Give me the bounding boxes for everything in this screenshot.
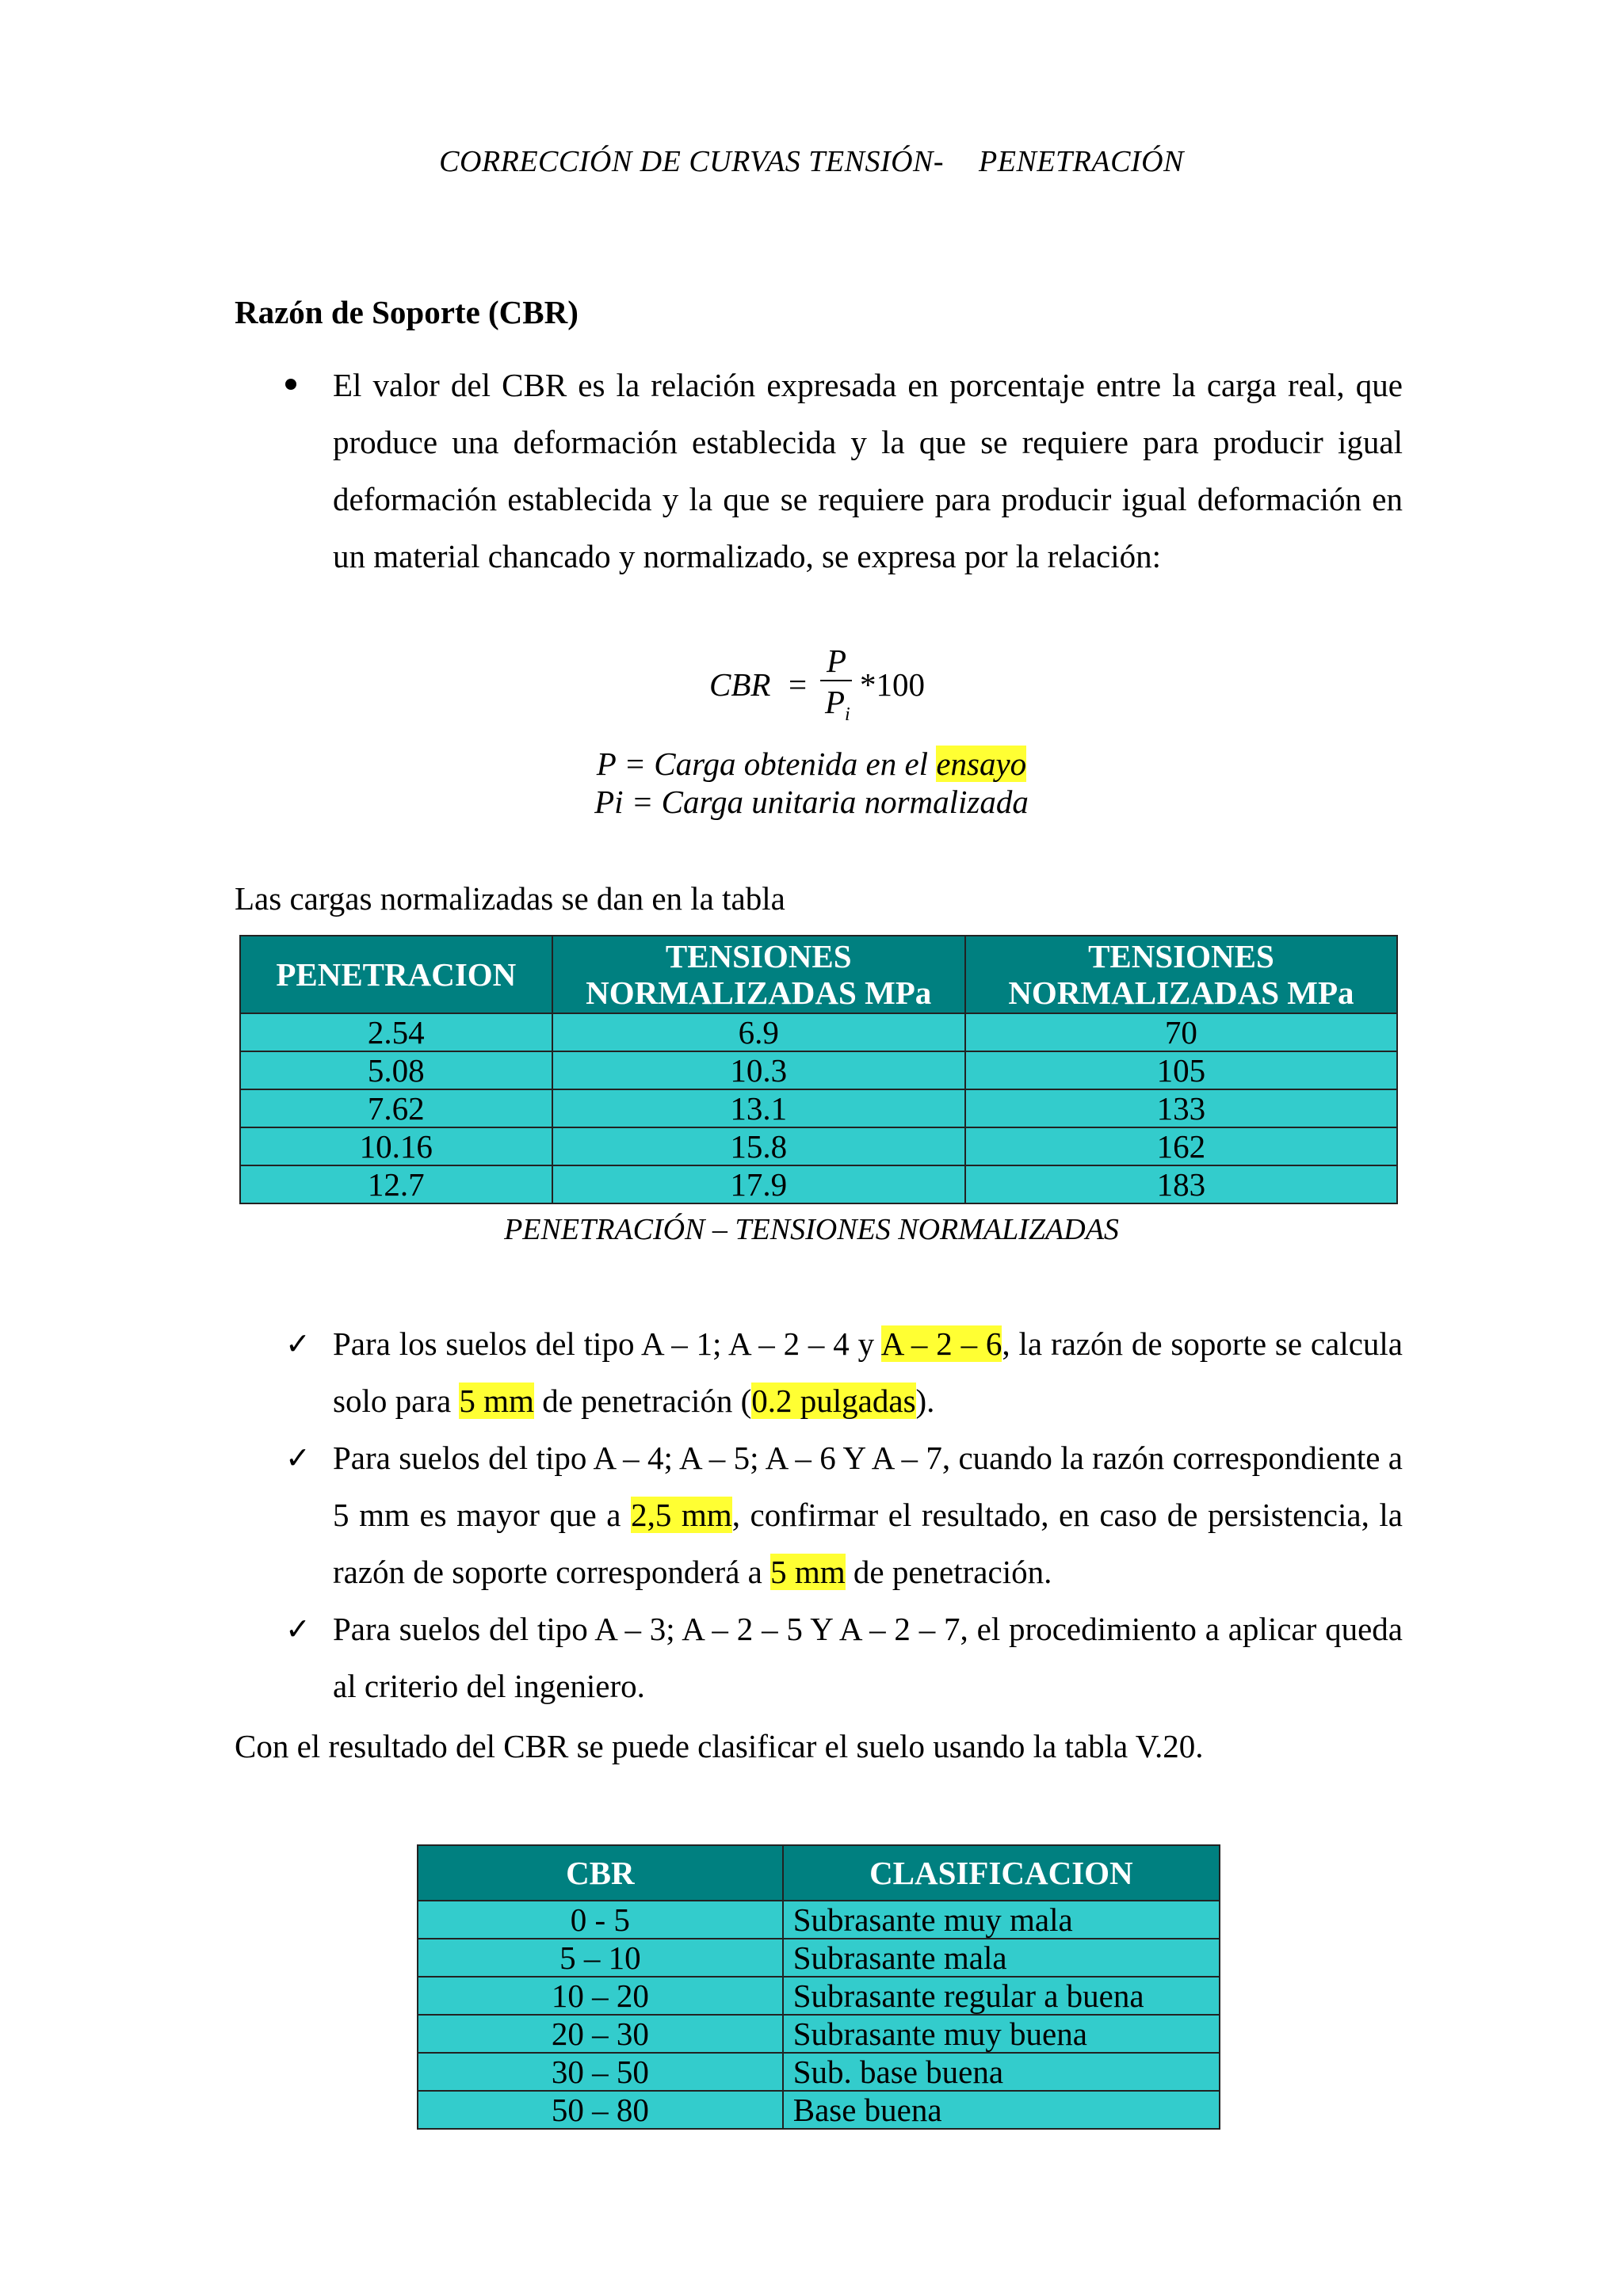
bullet-dot-icon [285,379,296,390]
table-cell: Subrasante regular a buena [783,1977,1220,2015]
list-item-text [333,1315,1403,1429]
formula-numerator: P [827,643,847,679]
definition-p [0,745,1623,783]
table-row [418,2053,1220,2091]
table-cell: 10.3 [552,1051,965,1089]
table2-intro: Con el resultado del CBR se puede clasificar el suelo usando la tabla V.20. [235,1728,1204,1764]
list-item-text [333,1429,1403,1600]
table-row [240,1013,1397,1051]
formula-equals: = [789,666,808,703]
denominator-base: P [825,684,846,720]
table-row [418,1977,1220,2015]
table-cell: 105 [965,1051,1397,1089]
table-row [418,2091,1220,2129]
fraction-bar [820,680,852,681]
soil-rules-list [285,1315,1403,1714]
table-cell: 10 – 20 [418,1977,783,2015]
table-cell: Sub. base buena [783,2053,1220,2091]
list-item-text [333,1600,1403,1714]
text-run: de penetración. [845,1554,1052,1590]
formula-denominator [825,683,850,726]
definition-text: El valor del CBR es la relación expresada en porcentaje entre la carga real, que produce una deformación establecida y la que se requiere para producir igual deformación establecida y la que se requiere para producir igual deformación en un material chancado y normalizado, se expresa por la relación: [333,367,1403,574]
header-text: TENSIONES [1088,938,1274,974]
text-run: Para suelos del tipo A – 3; A – 2 – 5 Y A – 2 – 7, el procedimiento a aplicar queda al criterio del ingeniero. [333,1611,1403,1704]
highlight-5mm: 5 mm [770,1554,846,1590]
cbr-formula [709,642,1026,729]
header-tensiones-2 [965,936,1397,1013]
list-item [285,1315,1403,1429]
text-run: Para los suelos del tipo A – 1; A – 2 – 4 y [333,1325,881,1362]
header-text: PENETRACION [276,956,517,993]
table-cell: 7.62 [240,1089,552,1127]
table-cell: 10.16 [240,1127,552,1165]
table-cell: 50 – 80 [418,2091,783,2129]
text-run: ). [915,1383,935,1419]
list-item [285,1429,1403,1600]
penetration-stress-table [239,935,1398,1204]
table-row [418,1901,1220,1939]
definition-p-text: P = Carga obtenida en el [596,746,937,782]
table-cell: Subrasante muy mala [783,1901,1220,1939]
table-cell: 15.8 [552,1127,965,1165]
table1-caption: PENETRACIÓN – TENSIONES NORMALIZADAS [504,1213,1119,1246]
checkmark-icon: ✓ [285,1440,311,1475]
table-header-row [418,1845,1220,1901]
table-cell: 0 - 5 [418,1901,783,1939]
formula-multiplier: *100 [860,666,925,703]
table-cell: 5 – 10 [418,1939,783,1977]
table-cell: 183 [965,1165,1397,1203]
table-cell: 2.54 [240,1013,552,1051]
highlight-5mm: 5 mm [459,1383,534,1419]
list-item [285,1600,1403,1714]
table-cell: 17.9 [552,1165,965,1203]
table-row [240,1051,1397,1089]
table-cell: Base buena [783,2091,1220,2129]
table-cell: 70 [965,1013,1397,1051]
table-row [418,1939,1220,1977]
table-header-row [240,936,1397,1013]
table-cell: 5.08 [240,1051,552,1089]
header-cbr: CBR [418,1845,783,1901]
table-cell: 30 – 50 [418,2053,783,2091]
table-row [240,1165,1397,1203]
text-run: Para suelos del tipo A – 4; A – 5; A – 6 Y A – 7, cuando la razón correspondiente a 5 mm es mayor que a [333,1440,1403,1533]
highlight-a-2-6: A – 2 – 6 [880,1325,1002,1362]
table-cell: Subrasante mala [783,1939,1220,1977]
table-cell: 6.9 [552,1013,965,1051]
table1-intro: Las cargas normalizadas se dan en la tabla [235,880,785,917]
header-tensiones-1 [552,936,965,1013]
running-header [0,144,1623,179]
cbr-classification-table [417,1844,1220,2130]
running-header-part1: CORRECCIÓN DE CURVAS TENSIÓN- [439,145,945,178]
table-row [240,1089,1397,1127]
checkmark-icon: ✓ [285,1611,311,1646]
table-cell: 13.1 [552,1089,965,1127]
header-text: TENSIONES [665,938,852,974]
highlight-0-2-pulgadas: 0.2 pulgadas [751,1383,916,1419]
table-cell: 20 – 30 [418,2015,783,2053]
table-row [418,2015,1220,2053]
denominator-subscript: i [845,704,850,726]
header-text: NORMALIZADAS MPa [1008,974,1354,1011]
definition-bullet [285,357,1403,585]
formula-lhs: CBR [709,666,771,703]
text-run: de penetración ( [533,1383,752,1419]
section-title: Razón de Soporte (CBR) [235,294,579,330]
header-clasificacion: CLASIFICACION [783,1845,1220,1901]
running-header-part2: PENETRACIÓN [979,145,1184,178]
header-text: NORMALIZADAS MPa [586,974,932,1011]
formula-definitions [0,745,1623,821]
text-run: , la razón de soporte se calcula solo para [333,1325,1403,1419]
table-cell: 12.7 [240,1165,552,1203]
text-run: , confirmar el resultado, en caso de persistencia, la razón de soporte corresponderá a [333,1497,1403,1590]
checkmark-icon: ✓ [285,1326,311,1361]
definition-pi: Pi = Carga unitaria normalizada [594,784,1029,820]
table-row [240,1127,1397,1165]
header-penetracion [240,936,552,1013]
table-cell: 162 [965,1127,1397,1165]
table-cell: 133 [965,1089,1397,1127]
highlight-2-5mm: 2,5 mm [631,1497,732,1533]
highlight-ensayo: ensayo [936,746,1027,782]
table-cell: Subrasante muy buena [783,2015,1220,2053]
